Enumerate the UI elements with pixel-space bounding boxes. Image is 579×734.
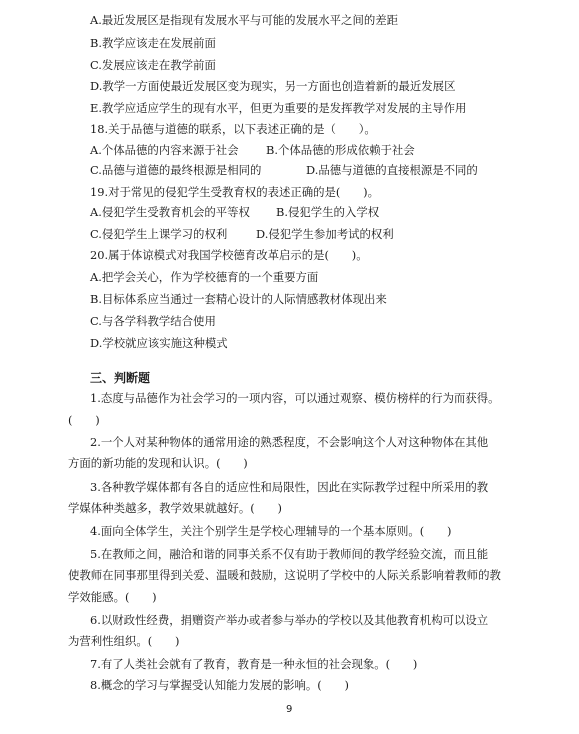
q18-option-d: D.品德与道德的直接根源是不同的 <box>306 163 478 178</box>
q19-option-d: D.侵犯学生参加考试的权利 <box>256 226 394 241</box>
q19-option-a: A.侵犯学生受教育机会的平等权 <box>90 205 250 220</box>
q19-option-c: C.侵犯学生上课学习的权利 <box>90 226 228 241</box>
judgment-q4-line1: 4.面向全体学生，关注个别学生是学校心理辅导的一个基本原则。( ) <box>90 524 452 539</box>
judgment-q2-line2: 方面的新功能的发现和认识。( ) <box>68 456 248 471</box>
judgment-q3-line2: 学媒体种类越多，教学效果就越好。( ) <box>68 501 282 515</box>
judgment-q5-line1: 5.在教师之间，融洽和谐的同事关系不仅有助于教师间的教学经验交流，而且能 <box>90 546 489 561</box>
q17-option-d: D.教学一方面使最近发展区变为现实，另一方面也创造着新的最近发展区 <box>90 79 456 94</box>
q20-option-a: A.把学会关心，作为学校德育的一个重要方面 <box>90 270 319 285</box>
judgment-q5-line3: 学效能感。( ) <box>68 589 157 604</box>
q17-option-b: B.教学应该走在发展前面 <box>90 36 216 51</box>
q20-option-c: C.与各学科教学结合使用 <box>90 314 216 329</box>
q17-option-a: A.最近发展区是指现有发展水平与可能的发展水平之间的差距 <box>90 13 399 27</box>
q18-stem: 18.关于品德与道德的联系，以下表述正确的是（ ）。 <box>90 122 376 136</box>
q19-stem: 19.对于常见的侵犯学生受教育权的表述正确的是( )。 <box>90 184 379 199</box>
q19-option-b: B.侵犯学生的入学权 <box>276 205 380 220</box>
q20-stem: 20.属于体谅模式对我国学校德育改革启示的是( )。 <box>90 248 368 263</box>
judgment-q6-line1: 6.以财政性经费，捐赠资产举办或者参与举办的学校以及其他教育机构可以设立 <box>90 612 489 627</box>
judgment-q2-line1: 2.一个人对某种物体的通常用途的熟悉程度，不会影响这个人对这种物体在其他 <box>90 434 489 449</box>
judgment-q7-line1: 7.有了人类社会就有了教育，教育是一种永恒的社会现象。( ) <box>90 656 418 671</box>
q18-option-c: C.品德与道德的最终根源是相同的 <box>90 163 262 178</box>
q18-option-b: B.个体品德的形成依赖于社会 <box>266 142 415 157</box>
judgment-q8-line1: 8.概念的学习与掌握受认知能力发展的影响。( ) <box>90 678 349 692</box>
q20-option-d: D.学校就应该实施这种模式 <box>90 335 228 350</box>
page-number: 9 <box>286 704 293 715</box>
q17-option-e: E.教学应适应学生的现有水平，但更为重要的是发挥教学对发展的主导作用 <box>90 100 467 115</box>
q18-option-a: A.个体品德的内容来源于社会 <box>90 142 239 157</box>
judgment-q1-line2: ( ) <box>68 412 100 427</box>
judgment-q3-line1: 3.各种教学媒体都有各自的适应性和局限性，因此在实际教学过程中所采用的教 <box>90 479 489 494</box>
q17-option-c: C.发展应该走在教学前面 <box>90 57 216 72</box>
judgment-q6-line2: 为营利性组织。( ) <box>68 634 180 649</box>
q20-option-b: B.目标体系应当通过一套精心设计的人际情感教材体现出来 <box>90 291 387 306</box>
judgment-q5-line2: 使教师在同事那里得到关爱、温暖和鼓励，这说明了学校中的人际关系影响着教师的教 <box>68 568 501 582</box>
section-heading-judgment: 三、判断题 <box>90 370 151 385</box>
judgment-q1-line1: 1.态度与品德作为社会学习的一项内容，可以通过观察、模仿榜样的行为而获得。 <box>90 391 500 406</box>
